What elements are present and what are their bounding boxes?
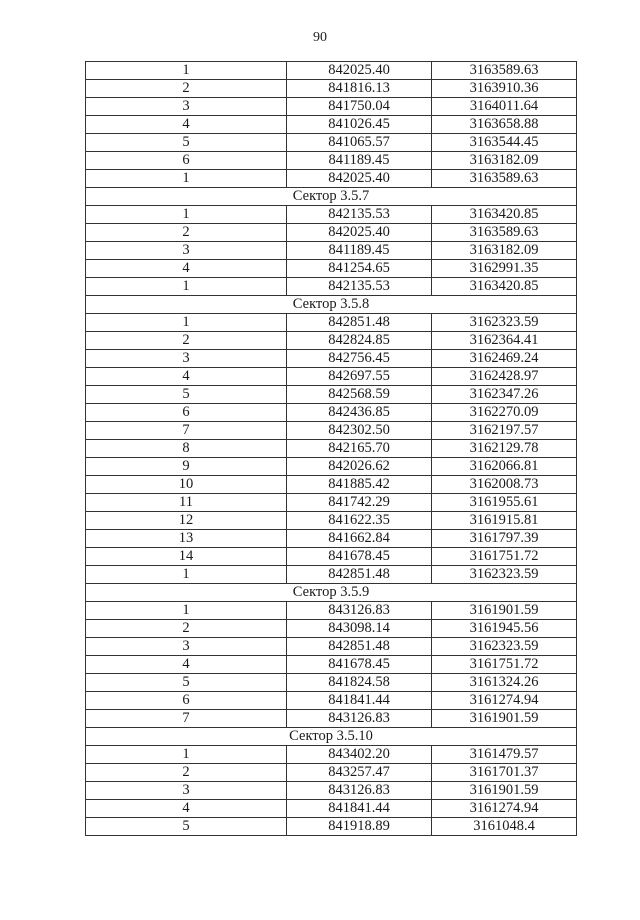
- point-number-cell: 5: [86, 674, 287, 692]
- y-coordinate-cell: 3161479.57: [432, 746, 577, 764]
- point-number-cell: 2: [86, 224, 287, 242]
- table-row: [86, 782, 577, 800]
- point-number-cell: 1: [86, 602, 287, 620]
- table-row: [86, 80, 577, 98]
- x-coordinate-cell: 842135.53: [287, 206, 432, 224]
- sector-title: Сектор 3.5.10: [86, 728, 577, 746]
- point-number-cell: 1: [86, 566, 287, 584]
- y-coordinate-cell: 3162008.73: [432, 476, 577, 494]
- x-coordinate-cell: 843402.20: [287, 746, 432, 764]
- point-number-cell: 4: [86, 368, 287, 386]
- y-coordinate-cell: 3161751.72: [432, 548, 577, 566]
- table-row: [86, 98, 577, 116]
- x-coordinate-cell: 841824.58: [287, 674, 432, 692]
- y-coordinate-cell: 3163910.36: [432, 80, 577, 98]
- point-number-cell: 2: [86, 764, 287, 782]
- point-number-cell: 1: [86, 746, 287, 764]
- y-coordinate-cell: 3161901.59: [432, 782, 577, 800]
- x-coordinate-cell: 843126.83: [287, 710, 432, 728]
- table-row: [86, 332, 577, 350]
- table-row: [86, 368, 577, 386]
- x-coordinate-cell: 841816.13: [287, 80, 432, 98]
- x-coordinate-cell: 841678.45: [287, 656, 432, 674]
- table-row: [86, 404, 577, 422]
- y-coordinate-cell: 3162323.59: [432, 314, 577, 332]
- table-row: [86, 134, 577, 152]
- point-number-cell: 4: [86, 656, 287, 674]
- x-coordinate-cell: 843098.14: [287, 620, 432, 638]
- y-coordinate-cell: 3161751.72: [432, 656, 577, 674]
- y-coordinate-cell: 3162323.59: [432, 638, 577, 656]
- y-coordinate-cell: 3162469.24: [432, 350, 577, 368]
- x-coordinate-cell: 842697.55: [287, 368, 432, 386]
- x-coordinate-cell: 841750.04: [287, 98, 432, 116]
- point-number-cell: 8: [86, 440, 287, 458]
- y-coordinate-cell: 3162323.59: [432, 566, 577, 584]
- table-row: [86, 458, 577, 476]
- y-coordinate-cell: 3162347.26: [432, 386, 577, 404]
- coordinates-table: [85, 61, 577, 836]
- y-coordinate-cell: 3163589.63: [432, 170, 577, 188]
- table-row: [86, 476, 577, 494]
- y-coordinate-cell: 3162428.97: [432, 368, 577, 386]
- table-row: [86, 350, 577, 368]
- x-coordinate-cell: 841678.45: [287, 548, 432, 566]
- table-row: [86, 638, 577, 656]
- point-number-cell: 11: [86, 494, 287, 512]
- table-row: [86, 602, 577, 620]
- point-number-cell: 3: [86, 782, 287, 800]
- y-coordinate-cell: 3163420.85: [432, 278, 577, 296]
- y-coordinate-cell: 3162364.41: [432, 332, 577, 350]
- point-number-cell: 3: [86, 350, 287, 368]
- table-row: [86, 206, 577, 224]
- point-number-cell: 1: [86, 206, 287, 224]
- table-row: [86, 692, 577, 710]
- y-coordinate-cell: 3162991.35: [432, 260, 577, 278]
- x-coordinate-cell: 842025.40: [287, 62, 432, 80]
- table-row: [86, 674, 577, 692]
- table-row: [86, 764, 577, 782]
- point-number-cell: 3: [86, 98, 287, 116]
- point-number-cell: 4: [86, 116, 287, 134]
- y-coordinate-cell: 3161274.94: [432, 800, 577, 818]
- table-row: [86, 152, 577, 170]
- y-coordinate-cell: 3162129.78: [432, 440, 577, 458]
- point-number-cell: 1: [86, 278, 287, 296]
- x-coordinate-cell: 842302.50: [287, 422, 432, 440]
- point-number-cell: 5: [86, 818, 287, 836]
- table-row: [86, 62, 577, 80]
- y-coordinate-cell: 3163658.88: [432, 116, 577, 134]
- x-coordinate-cell: 841918.89: [287, 818, 432, 836]
- y-coordinate-cell: 3161915.81: [432, 512, 577, 530]
- y-coordinate-cell: 3161945.56: [432, 620, 577, 638]
- x-coordinate-cell: 842824.85: [287, 332, 432, 350]
- sector-header-row: [86, 728, 577, 746]
- point-number-cell: 6: [86, 404, 287, 422]
- table-row: [86, 818, 577, 836]
- point-number-cell: 4: [86, 800, 287, 818]
- y-coordinate-cell: 3163182.09: [432, 242, 577, 260]
- point-number-cell: 12: [86, 512, 287, 530]
- x-coordinate-cell: 842568.59: [287, 386, 432, 404]
- table-row: [86, 116, 577, 134]
- point-number-cell: 7: [86, 422, 287, 440]
- x-coordinate-cell: 841841.44: [287, 692, 432, 710]
- table-row: [86, 440, 577, 458]
- y-coordinate-cell: 3162197.57: [432, 422, 577, 440]
- table-row: [86, 530, 577, 548]
- table-row: [86, 800, 577, 818]
- y-coordinate-cell: 3161324.26: [432, 674, 577, 692]
- point-number-cell: 13: [86, 530, 287, 548]
- sector-title: Сектор 3.5.7: [86, 188, 577, 206]
- x-coordinate-cell: 842851.48: [287, 314, 432, 332]
- point-number-cell: 6: [86, 152, 287, 170]
- x-coordinate-cell: 842135.53: [287, 278, 432, 296]
- y-coordinate-cell: 3161955.61: [432, 494, 577, 512]
- sector-header-row: [86, 188, 577, 206]
- y-coordinate-cell: 3163182.09: [432, 152, 577, 170]
- point-number-cell: 3: [86, 242, 287, 260]
- table-row: [86, 224, 577, 242]
- table-row: [86, 512, 577, 530]
- point-number-cell: 1: [86, 62, 287, 80]
- x-coordinate-cell: 842025.40: [287, 170, 432, 188]
- sector-title: Сектор 3.5.9: [86, 584, 577, 602]
- table-row: [86, 494, 577, 512]
- point-number-cell: 1: [86, 314, 287, 332]
- point-number-cell: 9: [86, 458, 287, 476]
- y-coordinate-cell: 3162066.81: [432, 458, 577, 476]
- x-coordinate-cell: 841026.45: [287, 116, 432, 134]
- table-row: [86, 170, 577, 188]
- point-number-cell: 5: [86, 386, 287, 404]
- y-coordinate-cell: 3161701.37: [432, 764, 577, 782]
- table-row: [86, 746, 577, 764]
- point-number-cell: 1: [86, 170, 287, 188]
- x-coordinate-cell: 841841.44: [287, 800, 432, 818]
- point-number-cell: 14: [86, 548, 287, 566]
- table-row: [86, 278, 577, 296]
- x-coordinate-cell: 841065.57: [287, 134, 432, 152]
- x-coordinate-cell: 842025.40: [287, 224, 432, 242]
- table-row: [86, 314, 577, 332]
- sector-header-row: [86, 584, 577, 602]
- x-coordinate-cell: 841742.29: [287, 494, 432, 512]
- y-coordinate-cell: 3161797.39: [432, 530, 577, 548]
- sector-header-row: [86, 296, 577, 314]
- x-coordinate-cell: 841662.84: [287, 530, 432, 548]
- table-row: [86, 386, 577, 404]
- point-number-cell: 10: [86, 476, 287, 494]
- x-coordinate-cell: 841254.65: [287, 260, 432, 278]
- y-coordinate-cell: 3161901.59: [432, 710, 577, 728]
- y-coordinate-cell: 3164011.64: [432, 98, 577, 116]
- point-number-cell: 4: [86, 260, 287, 278]
- y-coordinate-cell: 3161274.94: [432, 692, 577, 710]
- point-number-cell: 7: [86, 710, 287, 728]
- y-coordinate-cell: 3161901.59: [432, 602, 577, 620]
- x-coordinate-cell: 841885.42: [287, 476, 432, 494]
- y-coordinate-cell: 3163589.63: [432, 62, 577, 80]
- point-number-cell: 2: [86, 332, 287, 350]
- table-row: [86, 422, 577, 440]
- x-coordinate-cell: 842165.70: [287, 440, 432, 458]
- table-row: [86, 566, 577, 584]
- x-coordinate-cell: 842851.48: [287, 638, 432, 656]
- point-number-cell: 2: [86, 620, 287, 638]
- x-coordinate-cell: 841189.45: [287, 242, 432, 260]
- y-coordinate-cell: 3163420.85: [432, 206, 577, 224]
- table-row: [86, 260, 577, 278]
- table-row: [86, 710, 577, 728]
- page-number: 90: [313, 30, 327, 45]
- x-coordinate-cell: 841189.45: [287, 152, 432, 170]
- table-row: [86, 548, 577, 566]
- point-number-cell: 6: [86, 692, 287, 710]
- x-coordinate-cell: 842756.45: [287, 350, 432, 368]
- x-coordinate-cell: 841622.35: [287, 512, 432, 530]
- point-number-cell: 2: [86, 80, 287, 98]
- x-coordinate-cell: 842026.62: [287, 458, 432, 476]
- x-coordinate-cell: 843126.83: [287, 602, 432, 620]
- y-coordinate-cell: 3163589.63: [432, 224, 577, 242]
- table-row: [86, 620, 577, 638]
- x-coordinate-cell: 843257.47: [287, 764, 432, 782]
- x-coordinate-cell: 843126.83: [287, 782, 432, 800]
- sector-title: Сектор 3.5.8: [86, 296, 577, 314]
- table-row: [86, 242, 577, 260]
- y-coordinate-cell: 3163544.45: [432, 134, 577, 152]
- point-number-cell: 3: [86, 638, 287, 656]
- y-coordinate-cell: 3162270.09: [432, 404, 577, 422]
- x-coordinate-cell: 842851.48: [287, 566, 432, 584]
- y-coordinate-cell: 3161048.4: [432, 818, 577, 836]
- table-row: [86, 656, 577, 674]
- point-number-cell: 5: [86, 134, 287, 152]
- x-coordinate-cell: 842436.85: [287, 404, 432, 422]
